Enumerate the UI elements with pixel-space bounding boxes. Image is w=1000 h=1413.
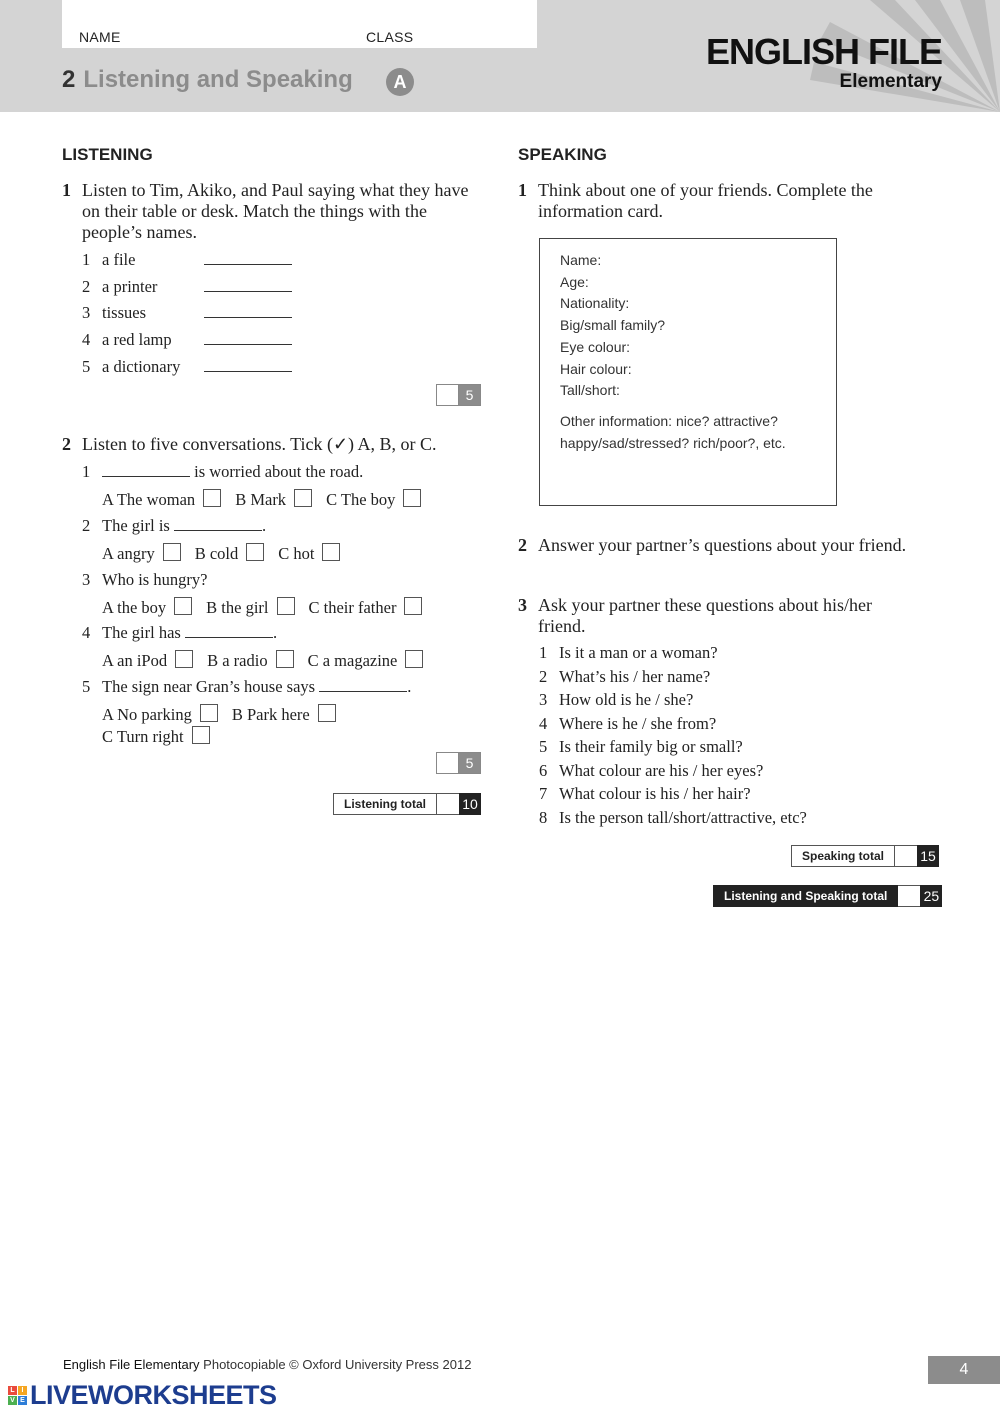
card-field: Big/small family?: [560, 317, 666, 333]
score-input[interactable]: [437, 385, 459, 405]
unit-title: [62, 66, 353, 94]
list-item: 1 is worried about the road.: [82, 462, 364, 481]
speaking-heading: SPEAKING: [518, 145, 607, 164]
question-instruction: Answer your partner’s questions about your friend.: [538, 535, 907, 555]
class-label: CLASS: [366, 29, 414, 45]
q1-score-box: [436, 384, 481, 406]
listening-heading: LISTENING: [62, 145, 153, 164]
answer-blank[interactable]: [204, 277, 292, 292]
listening-q2: [62, 434, 482, 455]
unit-badge: A: [386, 68, 414, 96]
tick-box[interactable]: [404, 597, 422, 615]
tick-box[interactable]: [403, 489, 421, 507]
answer-blank[interactable]: [204, 250, 292, 265]
list-item: 5 Is their family big or small?: [539, 737, 743, 756]
answer-blank[interactable]: [204, 357, 292, 372]
option-row: C Turn right: [102, 726, 224, 747]
list-item: 5 The sign near Gran’s house says .: [82, 677, 412, 696]
list-item: 7 What colour is his / her hair?: [539, 784, 751, 803]
brand-title: ENGLISH FILE: [705, 31, 942, 72]
list-item: 3 How old is he / she?: [539, 690, 694, 709]
question-number: 1: [518, 180, 527, 200]
tick-box[interactable]: [175, 650, 193, 668]
footer-book-title: English File Elementary: [63, 1357, 200, 1372]
unit-number: 2: [62, 66, 76, 93]
speaking-total-value: 15: [917, 845, 939, 867]
list-item: 6 What colour are his / her eyes?: [539, 761, 764, 780]
speaking-total: [791, 845, 939, 867]
information-card: [539, 238, 837, 506]
listening-q1: [62, 180, 482, 243]
answer-blank[interactable]: [319, 677, 407, 692]
page-number: 4: [928, 1356, 1000, 1384]
question-instruction: Ask your partner these questions about his/her friend.: [538, 595, 872, 636]
option-row: A the boy B the girl C their father: [102, 597, 422, 618]
answer-blank[interactable]: [204, 303, 292, 318]
tick-box[interactable]: [322, 543, 340, 561]
speaking-q3: [518, 595, 918, 637]
footer-copyright: [63, 1357, 471, 1372]
tick-box[interactable]: [277, 597, 295, 615]
question-number: 2: [62, 434, 71, 454]
list-item: 1 Is it a man or a woman?: [539, 643, 718, 662]
unit-title-text: Listening and Speaking: [83, 66, 353, 93]
card-other-info: happy/sad/stressed? rich/poor?, etc.: [560, 435, 786, 451]
speaking-q1: [518, 180, 918, 222]
listening-total: [333, 793, 481, 815]
card-field: Age:: [560, 274, 589, 290]
grand-total-label: Listening and Speaking total: [713, 885, 898, 907]
listening-total-label: Listening total: [333, 793, 437, 815]
name-label: NAME: [79, 29, 121, 45]
tick-box[interactable]: [294, 489, 312, 507]
tick-box[interactable]: [200, 704, 218, 722]
score-input[interactable]: [437, 793, 459, 815]
tick-box[interactable]: [276, 650, 294, 668]
answer-blank[interactable]: [204, 330, 292, 345]
card-field: Name:: [560, 252, 602, 268]
grand-total-value: 25: [920, 885, 942, 907]
list-item: 1 a file: [82, 250, 292, 270]
card-field: Nationality:: [560, 295, 630, 311]
card-field: Hair colour:: [560, 361, 632, 377]
score-input[interactable]: [437, 753, 459, 773]
list-item: 2 What’s his / her name?: [539, 667, 711, 686]
option-row: A No parking B Park here: [102, 704, 336, 725]
tick-box[interactable]: [318, 704, 336, 722]
speaking-total-label: Speaking total: [791, 845, 895, 867]
option-row: A The woman B Mark C The boy: [102, 489, 421, 510]
list-item: 4 The girl has .: [82, 623, 278, 642]
card-field: Tall/short:: [560, 382, 620, 398]
liveworksheets-logo[interactable]: [8, 1381, 277, 1409]
option-row: A an iPod B a radio C a magazine: [102, 650, 423, 671]
score-max: 5: [459, 753, 480, 773]
question-instruction: Think about one of your friends. Complete the information card.: [538, 180, 873, 221]
list-item: 3 tissues: [82, 303, 292, 323]
tick-box[interactable]: [203, 489, 221, 507]
liveworksheets-logo-icon: [8, 1386, 27, 1405]
logo-tile: I: [18, 1386, 27, 1395]
score-input[interactable]: [895, 845, 917, 867]
question-number: 1: [62, 180, 71, 200]
tick-box[interactable]: [192, 726, 210, 744]
list-item: 3 Who is hungry?: [82, 570, 208, 589]
answer-blank[interactable]: [102, 462, 190, 477]
listening-total-value: 10: [459, 793, 481, 815]
option-row: A angry B cold C hot: [102, 543, 340, 564]
question-number: 3: [518, 595, 527, 615]
q2-score-box: [436, 752, 481, 774]
tick-box[interactable]: [405, 650, 423, 668]
logo-tile: L: [8, 1386, 17, 1395]
list-item: 2 a printer: [82, 277, 292, 297]
question-number: 2: [518, 535, 527, 555]
list-item: 5 a dictionary: [82, 357, 292, 377]
card-other-info: Other information: nice? attractive?: [560, 413, 778, 429]
liveworksheets-logo-text: LIVEWORKSHEETS: [30, 1379, 277, 1410]
brand-level: Elementary: [839, 71, 942, 92]
brand: [706, 33, 942, 93]
speaking-q2: [518, 535, 918, 556]
name-class-strip: [62, 0, 537, 48]
list-item: 8 Is the person tall/short/attractive, etc?: [539, 808, 807, 827]
tick-box[interactable]: [163, 543, 181, 561]
logo-tile: E: [18, 1396, 27, 1405]
list-item: 4 Where is he / she from?: [539, 714, 717, 733]
list-item: 2 The girl is .: [82, 516, 267, 535]
list-item: 4 a red lamp: [82, 330, 292, 350]
tick-box[interactable]: [246, 543, 264, 561]
question-instruction: Listen to Tim, Akiko, and Paul saying what they have on their table or desk. Match the things with the people’s names.: [82, 180, 469, 242]
score-max: 5: [459, 385, 480, 405]
answer-blank[interactable]: [185, 623, 273, 638]
footer-copyright-text: Photocopiable © Oxford University Press 2012: [199, 1357, 472, 1372]
answer-blank[interactable]: [174, 516, 262, 531]
question-instruction: Listen to five conversations. Tick (✓) A, B, or C.: [82, 434, 437, 454]
card-field: Eye colour:: [560, 339, 631, 355]
tick-box[interactable]: [174, 597, 192, 615]
score-input[interactable]: [898, 885, 920, 907]
grand-total: [713, 885, 942, 907]
logo-tile: V: [8, 1396, 17, 1405]
